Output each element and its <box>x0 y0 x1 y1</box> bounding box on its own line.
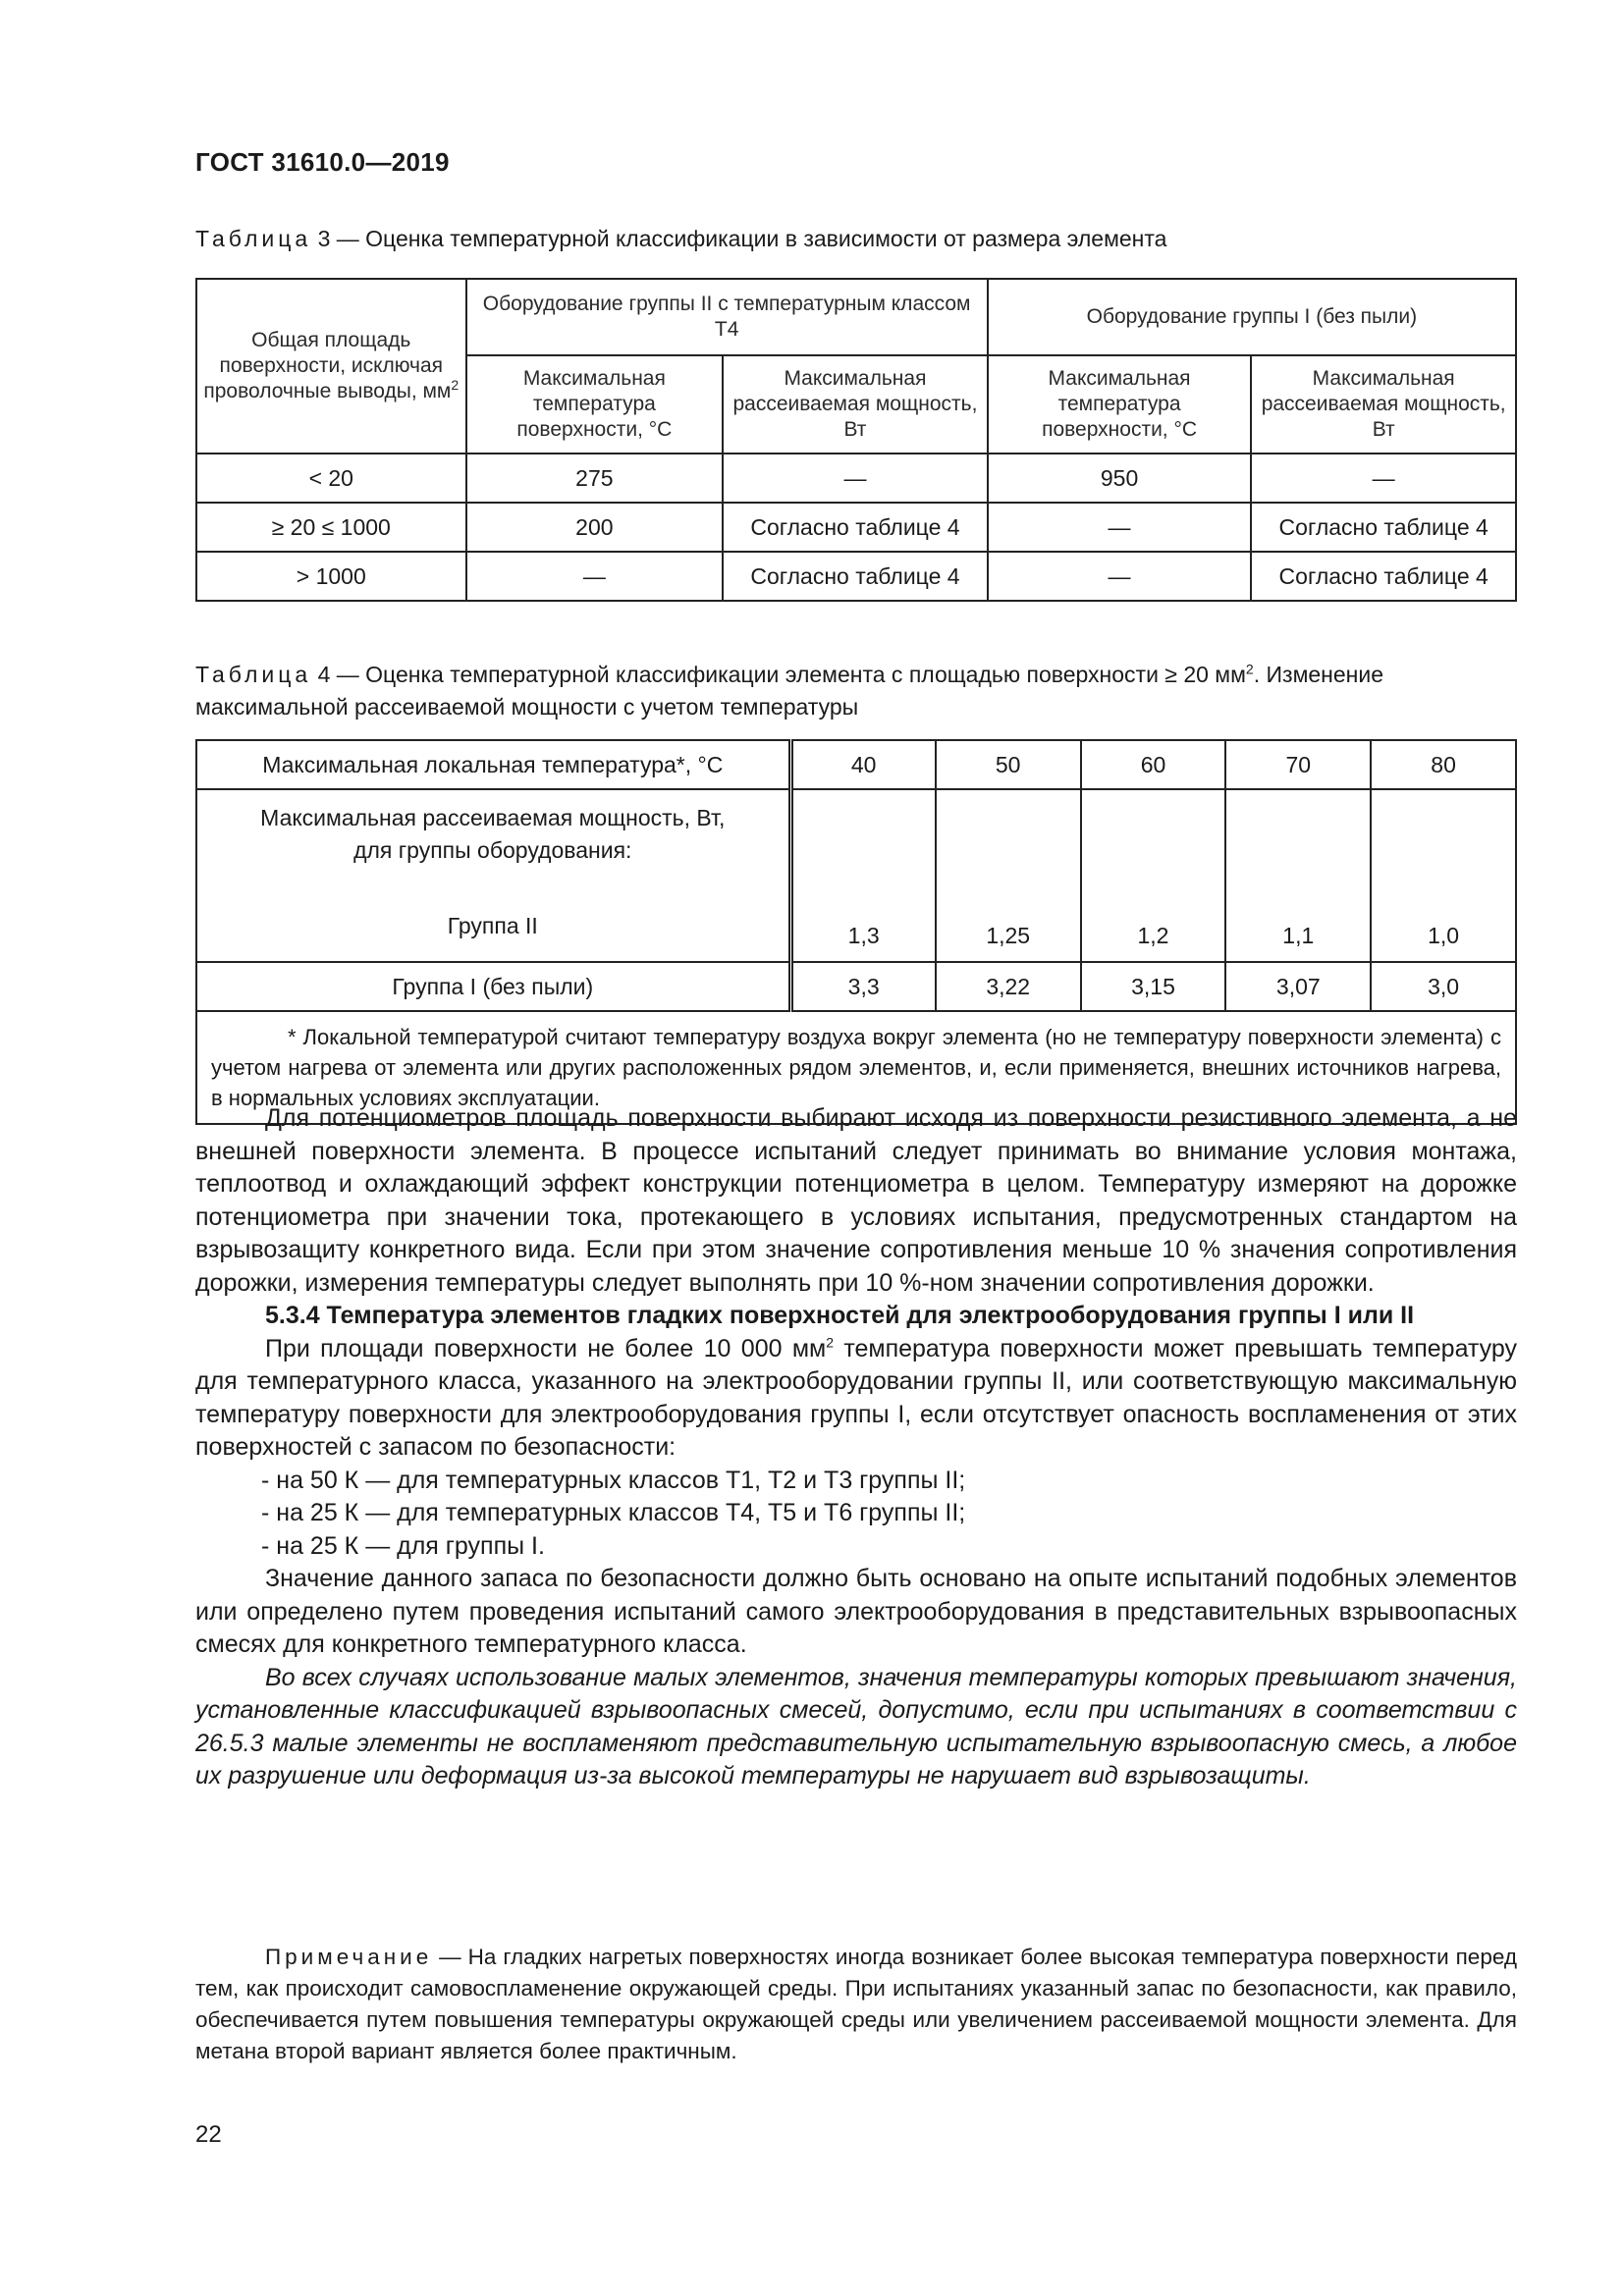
table3-subheader: Максимальная температура поверхности, °С <box>466 355 724 454</box>
table-cell: > 1000 <box>196 552 466 601</box>
list-item: - на 50 К — для температурных классов Т1, Т2 и Т3 группы II; <box>261 1466 966 1494</box>
table-cell: 200 <box>466 503 724 552</box>
table-cell: — <box>466 552 724 601</box>
paragraph: При площади поверхности не более 10 000 $мм^2$ температура поверхности может превышать температуру для температурного класса, указанного на электрооборудовании группы II, или соответствующую максимальную температуру поверхности для электрооборудования группы I, если отсутствует опасность воспламенения от этих поверхностей с запасом по безопасности: <box>195 1334 1517 1461</box>
page-number: 22 <box>195 2121 222 2148</box>
table-cell: 950 <box>988 454 1252 503</box>
paragraph: Для потенциометров площадь поверхности выбирают исходя из поверхности резистивного элемента, а не внешней поверхности элемента. В процессе испытаний следует принимать во внимание условия монтажа, теплоотвод и охлаждающий эффект конструкции потенциометра в целом. Температуру измеряют на дорожке потенциометра при значении тока, протекающего в условиях испытания, предусмотренных стандартом на взрывозащиту конкретного вида. Если при этом значение сопротивления меньше 10 % значения сопротивления дорожки, измерения температуры следует выполнять при 10 %-ном значении сопротивления дорожки. <box>195 1104 1517 1297</box>
table-cell: — <box>988 503 1252 552</box>
table-row <box>196 740 1516 789</box>
table-cell: 70 <box>1225 740 1371 789</box>
table-cell: 40 <box>790 740 936 789</box>
table-cell: Согласно таблице 4 <box>723 552 988 601</box>
table3-caption-prefix: Таблица <box>195 226 312 251</box>
table3-subheader: Максимальная рассеиваемая мощность, Вт <box>723 355 988 454</box>
note <box>195 1942 1517 2067</box>
table4-caption-text: 4 — Оценка температурной классификации элемента с площадью поверхности ≥ 20 мм <box>311 662 1246 687</box>
note-prefix: Примечание <box>265 1945 433 1969</box>
table3-caption <box>195 223 1517 255</box>
table4-caption-prefix: Таблица <box>195 662 312 687</box>
table-cell: 3,07 <box>1225 962 1371 1011</box>
table-row <box>196 962 1516 1011</box>
paragraph-italic: Во всех случаях использование малых элементов, значения температуры которых превышают значения, установленные классификацией взрывоопасных смесей, допустимо, если при испытаниях в соответствии с 26.5.3 малые элементы не воспламеняют представительную испытательную взрывоопасную смесь, а любое их разрушение или деформация из-за высокой температуры не нарушает вид взрывозащиты. <box>195 1663 1517 1789</box>
power-label-cell <box>196 789 790 962</box>
table-cell: ≥ 20 ≤ 1000 <box>196 503 466 552</box>
list-item: - на 25 К — для группы I. <box>261 1531 545 1560</box>
table3-area-header: Общая площадь поверхности, исключая проволочные выводы, $мм^2$ <box>196 279 466 454</box>
table3-subheader: Максимальная рассеиваемая мощность, Вт <box>1251 355 1516 454</box>
table-cell: 275 <box>466 454 724 503</box>
table-row <box>196 503 1516 552</box>
table-cell: < 20 <box>196 454 466 503</box>
table-cell: 1,1 <box>1225 789 1371 962</box>
note-text: — На гладких нагретых поверхностях иногда возникает более высокая температура поверхности перед тем, как происходит самовоспламенение окружающей среды. При испытаниях указанный запас по безопасности, как правило, обеспечивается путем повышения температуры окружающей среды или увеличением рассеиваемой мощности элемента. Для метана второй вариант является более практичным. <box>195 1945 1517 2063</box>
standard-id: ГОСТ 31610.0—2019 <box>195 147 450 177</box>
section-heading: 5.3.4 Температура элементов гладких поверхностей для электрооборудования группы I или II <box>265 1302 1415 1329</box>
table-cell: 3,22 <box>936 962 1081 1011</box>
table4-footnote: * Локальной температурой считают температуру воздуха вокруг элемента (но не температуру поверхности элемента) с учетом нагрева от элемента или других расположенных рядом элементов, и, если применяется, внешних источников нагрева, в нормальных условиях эксплуатации. <box>196 1011 1516 1124</box>
table-cell: 3,0 <box>1371 962 1516 1011</box>
table-cell: 1,25 <box>936 789 1081 962</box>
table-cell: — <box>1251 454 1516 503</box>
table-cell: Согласно таблице 4 <box>1251 552 1516 601</box>
table-cell: Согласно таблице 4 <box>723 503 988 552</box>
table-cell: 3,15 <box>1081 962 1226 1011</box>
table-cell: 1,2 <box>1081 789 1226 962</box>
table3-subheader: Максимальная температура поверхности, °С <box>988 355 1252 454</box>
table4-caption-text-end: . Изменение максимальной рассеиваемой мощности с учетом температуры <box>195 662 1384 720</box>
body-text <box>195 1102 1517 1793</box>
table-cell: — <box>723 454 988 503</box>
table4 <box>195 739 1517 1125</box>
table3-caption-text: 3 — Оценка температурной классификации в зависимости от размера элемента <box>311 226 1167 251</box>
table-cell: 60 <box>1081 740 1226 789</box>
table-cell: 1,0 <box>1371 789 1516 962</box>
table-row <box>196 552 1516 601</box>
group1-label: Группа I (без пыли) <box>196 962 790 1011</box>
table3-group1-header: Оборудование группы I (без пыли) <box>988 279 1516 355</box>
paragraph: Значение данного запаса по безопасности должно быть основано на опыте испытаний подобных элементов или определено путем проведения испытаний самого электрооборудования в представительных взрывоопасных смесях для конкретного температурного класса. <box>195 1565 1517 1658</box>
table-cell: 1,3 <box>790 789 936 962</box>
power-label-line1: Максимальная рассеиваемая мощность, Вт, <box>260 804 726 830</box>
temp-label: Максимальная локальная температура*, °С <box>196 740 790 789</box>
table-cell: 3,3 <box>790 962 936 1011</box>
list-item: - на 25 К — для температурных классов Т4, Т5 и Т6 группы II; <box>261 1499 966 1526</box>
group2-label: Группа II <box>447 912 538 938</box>
power-label-line2: для группы оборудования: <box>353 836 632 863</box>
table-cell: Согласно таблице 4 <box>1251 503 1516 552</box>
table-cell: 50 <box>936 740 1081 789</box>
table-cell: — <box>988 552 1252 601</box>
table-row <box>196 454 1516 503</box>
table-row <box>196 789 1516 962</box>
table4-caption <box>195 659 1517 723</box>
table-cell: 80 <box>1371 740 1516 789</box>
table3-group2-header: Оборудование группы II с температурным классом Т4 <box>466 279 988 355</box>
table4-caption-sup: 2 <box>1245 661 1254 677</box>
table3 <box>195 278 1517 602</box>
